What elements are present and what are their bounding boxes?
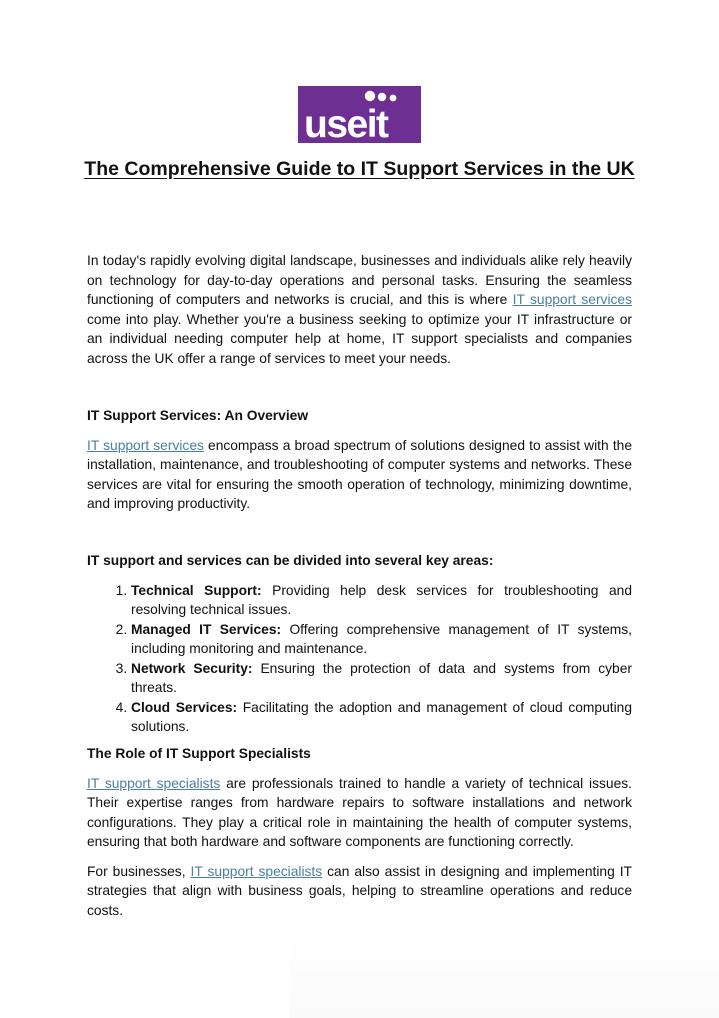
page-title: The Comprehensive Guide to IT Support Services in the UK xyxy=(84,158,635,180)
areas-heading: IT support and services can be divided into several key areas: xyxy=(87,553,494,568)
overview-link-it-support-services[interactable]: IT support services xyxy=(87,437,204,453)
list-item xyxy=(131,620,632,659)
intro-link-it-support-services[interactable]: IT support services xyxy=(512,292,632,307)
list-item xyxy=(131,659,632,698)
list-item-text: Offering comprehensive management of IT systems, including monitoring and maintenance. xyxy=(131,621,632,656)
areas-list xyxy=(87,581,632,737)
logo-wordmark: useit xyxy=(304,103,388,143)
list-item-title: Managed IT Services: xyxy=(131,621,282,637)
overview-heading: IT Support Services: An Overview xyxy=(87,408,309,423)
list-item-text: Providing help desk services for troubleshooting and resolving technical issues. xyxy=(131,582,632,617)
role-paragraph-1 xyxy=(87,774,632,852)
intro-text-before: In today's rapidly evolving digital landscape, businesses and individuals alike rely heavily on technology for day-to-day operations and personal tasks. Ensuring the seamless functioning of computers and networks is crucial, and this is where xyxy=(87,253,632,307)
list-item xyxy=(131,698,632,737)
overview-paragraph xyxy=(87,436,632,514)
role-text-1: are professionals trained to handle a variety of technical issues. Their expertise ranges from hardware repairs to software installations and network configurations. They play a critical role in maintaining the health of computer systems, ensuring that both hardware and software components are functioning correctly. xyxy=(87,775,633,849)
intro-paragraph xyxy=(87,251,632,368)
page-shade xyxy=(290,930,719,1018)
role-section xyxy=(87,744,632,920)
role-paragraph-2 xyxy=(87,862,632,921)
list-item-text: Facilitating the adoption and management of cloud computing solutions. xyxy=(131,699,632,734)
intro-section xyxy=(87,251,632,368)
list-item-title: Cloud Services: xyxy=(131,699,238,715)
role-text-2-before: For businesses, xyxy=(87,863,191,879)
list-item-text: Ensuring the protection of data and systems from cyber threats. xyxy=(131,660,633,695)
list-item-title: Technical Support: xyxy=(131,582,262,598)
role-link-it-support-specialists[interactable]: IT support specialists xyxy=(87,775,221,791)
intro-text-after: come into play. Whether you're a business seeking to optimize your IT infrastructure or an individual needing computer help at home, IT support specialists and companies across the UK offer a range of services to meet your needs. xyxy=(87,311,632,366)
role-text-2-after: can also assist in designing and implementing IT strategies that align with business goals, helping to streamline operations and reduce costs. xyxy=(87,863,632,918)
role-link-it-support-specialists-2[interactable]: IT support specialists xyxy=(190,863,323,879)
overview-section xyxy=(87,406,632,514)
role-heading: The Role of IT Support Specialists xyxy=(87,746,311,761)
list-item xyxy=(131,581,632,620)
overview-text: encompass a broad spectrum of solutions designed to assist with the installation, maintenance, and troubleshooting of computer systems and networks. These services are vital for ensuring the smooth operation of technology, minimizing downtime, and improving productivity. xyxy=(87,437,632,511)
list-item-title: Network Security: xyxy=(131,660,253,676)
areas-section xyxy=(87,551,632,737)
useit-logo[interactable] xyxy=(298,86,421,143)
useit-logo-graphic xyxy=(298,86,421,143)
